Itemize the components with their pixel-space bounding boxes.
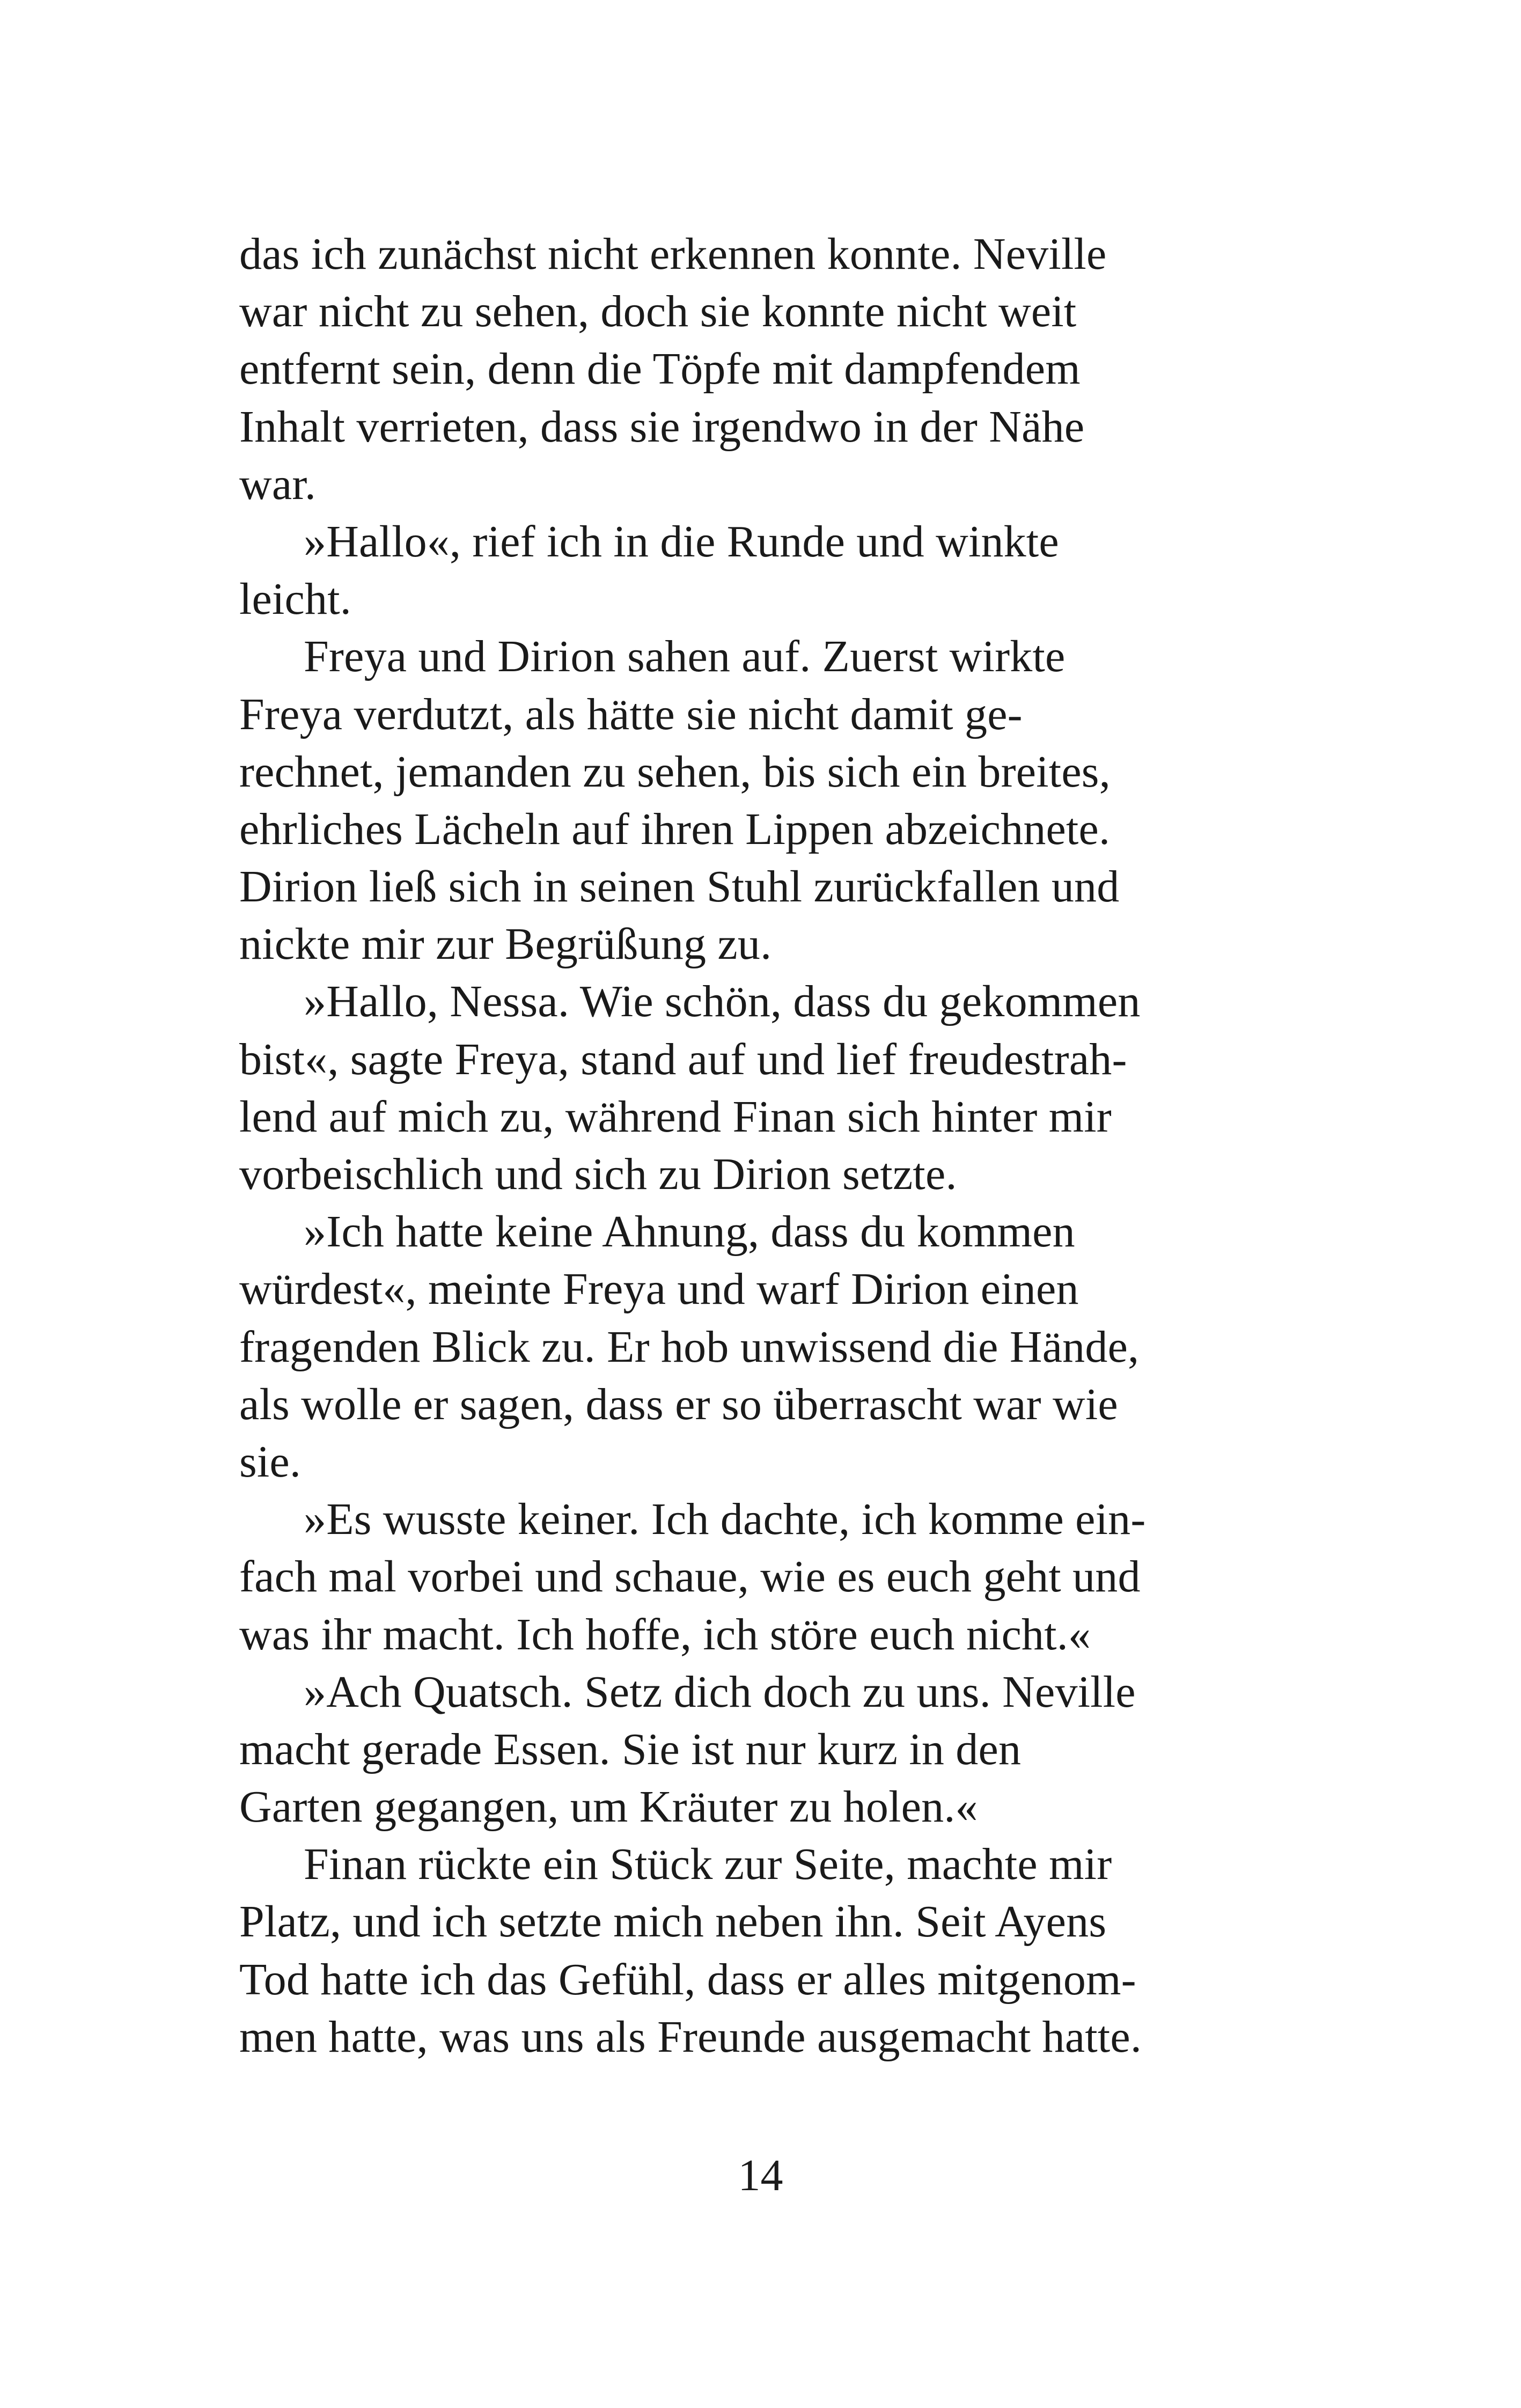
text-line: men hatte, was uns als Freunde ausgemacht hatte.	[239, 2011, 1142, 2062]
text-line: »Ich hatte keine Ahnung, dass du kommen	[304, 1207, 1075, 1257]
text-line: »Ach Quatsch. Setz dich doch zu uns. Neville	[304, 1666, 1136, 1717]
text-line: fach mal vorbei und schaue, wie es euch geht und	[239, 1552, 1141, 1602]
text-line: entfernt sein, denn die Töpfe mit dampfendem	[239, 344, 1081, 394]
text-line: würdest«, meinte Freya und warf Dirion einen	[239, 1264, 1079, 1315]
text-line: ehrliches Lächeln auf ihren Lippen abzeichnete.	[239, 804, 1111, 854]
text-line: macht gerade Essen. Sie ist nur kurz in den	[239, 1724, 1022, 1774]
text-line: Finan rückte ein Stück zur Seite, machte mir	[304, 1839, 1112, 1890]
body-text	[239, 225, 1291, 2066]
text-line: sie.	[239, 1436, 302, 1487]
text-line: »Es wusste keiner. Ich dachte, ich komme ein-	[304, 1494, 1146, 1545]
text-line: fragenden Blick zu. Er hob unwissend die Hände,	[239, 1322, 1140, 1372]
text-line: Tod hatte ich das Gefühl, dass er alles mitgenom-	[239, 1954, 1136, 2005]
text-line: vorbeischlich und sich zu Dirion setzte.	[239, 1149, 957, 1199]
page-number: 14	[738, 2150, 783, 2200]
text-line: als wolle er sagen, dass er so überrascht war wie	[239, 1379, 1118, 1429]
text-line: das ich zunächst nicht erkennen konnte. Neville	[239, 229, 1107, 279]
text-line: was ihr macht. Ich hoffe, ich störe euch nicht.«	[239, 1609, 1091, 1660]
text-line: »Hallo«, rief ich in die Runde und winkte	[304, 516, 1059, 567]
text-line: nickte mir zur Begrüßung zu.	[239, 919, 772, 970]
text-line: Freya verdutzt, als hätte sie nicht damit ge-	[239, 689, 1023, 739]
text-line: Dirion ließ sich in seinen Stuhl zurückfallen und	[239, 862, 1120, 912]
text-line: Freya und Dirion sahen auf. Zuerst wirkte	[304, 632, 1066, 682]
text-line: lend auf mich zu, während Finan sich hinter mir	[239, 1091, 1112, 1142]
text-line: leicht.	[239, 574, 351, 625]
text-line: Garten gegangen, um Kräuter zu holen.«	[239, 1782, 978, 1832]
text-line: war nicht zu sehen, doch sie konnte nicht weit	[239, 287, 1077, 337]
text-line: Inhalt verrieten, dass sie irgendwo in der Nähe	[239, 401, 1085, 452]
text-line: bist«, sagte Freya, stand auf und lief freudestrah-	[239, 1034, 1127, 1084]
text-line: war.	[239, 459, 317, 509]
text-line: rechnet, jemanden zu sehen, bis sich ein breites,	[239, 746, 1111, 797]
text-line: »Hallo, Nessa. Wie schön, dass du gekommen	[304, 977, 1141, 1027]
text-line: Platz, und ich setzte mich neben ihn. Seit Ayens	[239, 1897, 1107, 1947]
